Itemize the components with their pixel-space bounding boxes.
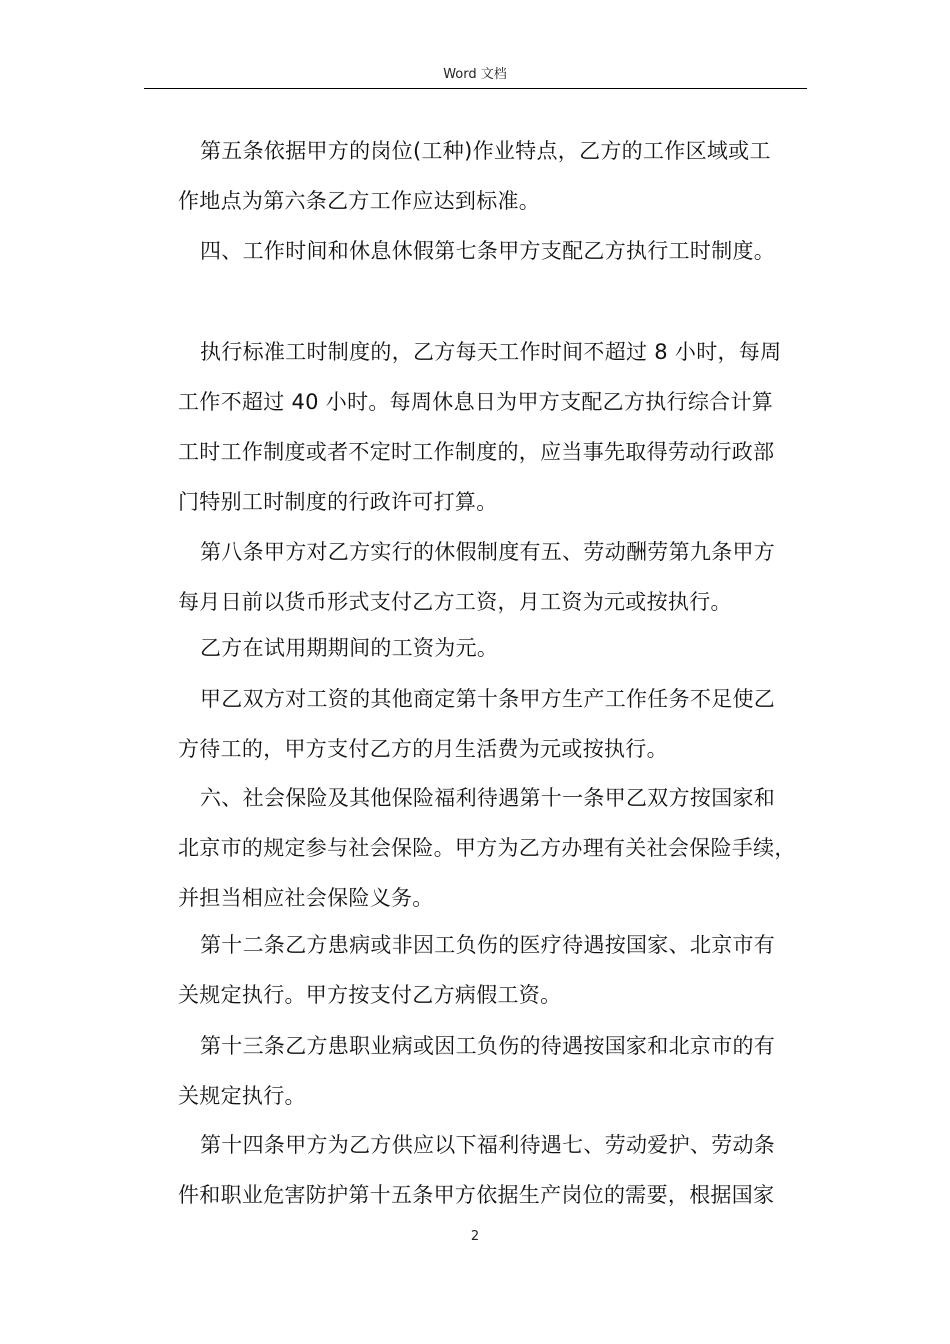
paragraph-line: 关规定执行。甲方按支付乙方病假工资。 xyxy=(178,983,562,1007)
paragraph-line: 第五条依据甲方的岗位(工种)作业特点，乙方的工作区域或工 xyxy=(200,139,771,163)
paragraph-line: 执行标准工时制度的，乙方每天工作时间不超过 8 小时，每周 xyxy=(200,340,782,364)
paragraph-line: 每月日前以货币形式支付乙方工资，月工资为元或按执行。 xyxy=(178,590,732,614)
paragraph-line: 六、社会保险及其他保险福利待遇第十一条甲乙双方按国家和 xyxy=(200,786,776,810)
header-divider xyxy=(144,88,807,89)
paragraph-line: 第十三条乙方患职业病或因工负伤的待遇按国家和北京市的有 xyxy=(200,1034,776,1058)
paragraph-line: 门特别工时制度的行政许可打算。 xyxy=(178,490,498,514)
page-header: Word 文档 xyxy=(443,67,507,82)
paragraph-article-13 xyxy=(178,1021,808,1121)
paragraph-line: 作地点为第六条乙方工作应达到标准。 xyxy=(178,189,541,213)
paragraph-article-14 xyxy=(178,1120,808,1220)
paragraph-line: 关规定执行。 xyxy=(178,1084,306,1108)
paragraph-line: 第八条甲方对乙方实行的休假制度有五、劳动酬劳第九条甲方 xyxy=(200,540,776,564)
paragraph-line: 并担当相应社会保险义务。 xyxy=(178,886,434,910)
paragraph-line: 第十四条甲方为乙方供应以下福利待遇七、劳动爱护、劳动条 xyxy=(200,1133,776,1157)
paragraph-line: 工作不超过 40 小时。每周休息日为甲方支配乙方执行综合计算 xyxy=(178,390,774,414)
paragraph-section-6 xyxy=(178,773,808,923)
paragraph-line: 北京市的规定参与社会保险。甲方为乙方办理有关社会保险手续， xyxy=(178,836,796,860)
paragraph-line: 工时工作制度或者不定时工作制度的，应当事先取得劳动行政部 xyxy=(178,440,775,464)
paragraph-probation-wage xyxy=(178,623,808,673)
paragraph-line: 乙方在试用期期间的工资为元。 xyxy=(200,636,499,660)
page-number: 2 xyxy=(470,1229,480,1244)
paragraph-line: 第十二条乙方患病或非因工负伤的医疗待遇按国家、北京市有 xyxy=(200,933,776,957)
paragraph-line: 甲乙双方对工资的其他商定第十条甲方生产工作任务不足使乙 xyxy=(200,687,776,711)
paragraph-section-4 xyxy=(178,226,808,276)
paragraph-line: 四、工作时间和休息休假第七条甲方支配乙方执行工时制度。 xyxy=(200,239,776,263)
paragraph-article-5 xyxy=(178,126,808,226)
paragraph-article-8 xyxy=(178,527,808,627)
paragraph-working-hours xyxy=(178,327,808,527)
paragraph-article-12 xyxy=(178,920,808,1020)
paragraph-article-10 xyxy=(178,674,808,774)
paragraph-line: 件和职业危害防护第十五条甲方依据生产岗位的需要，根据国家 xyxy=(178,1183,775,1207)
paragraph-line: 方待工的，甲方支付乙方的月生活费为元或按执行。 xyxy=(178,737,668,761)
